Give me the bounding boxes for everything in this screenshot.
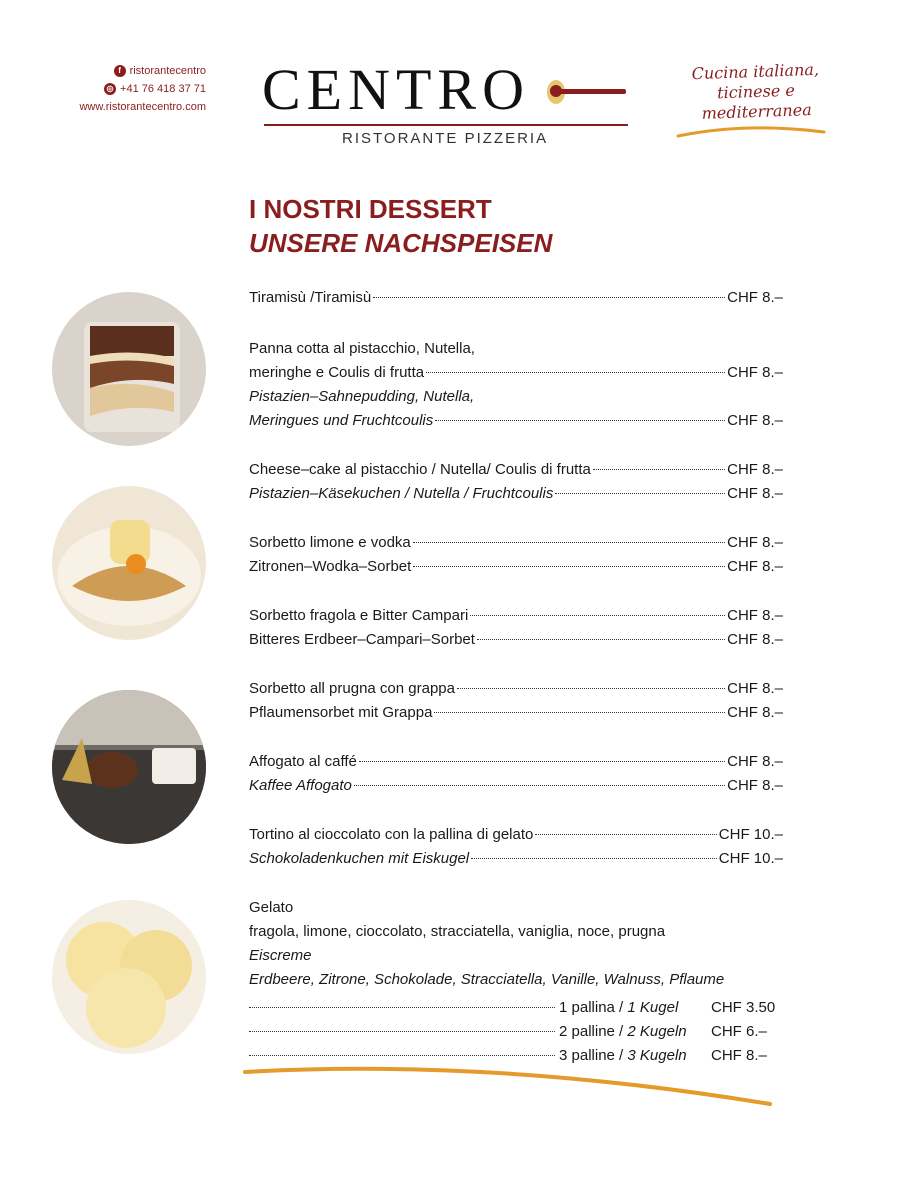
leader-dots	[413, 542, 725, 543]
tagline-line-3: mediterranea	[701, 100, 812, 123]
menu-item	[249, 531, 783, 555]
menu-item	[249, 750, 783, 774]
item-price-de: CHF 8.–	[727, 485, 783, 502]
item-price-de: CHF 8.–	[727, 777, 783, 794]
item-name-line1: Panna cotta al pistacchio, Nutella,	[249, 340, 475, 357]
item-name: Sorbetto all prugna con grappa	[249, 680, 455, 697]
item-name: Tiramisù /Tiramisù	[249, 289, 372, 306]
tagline-line-2: ticinese e	[716, 80, 796, 103]
leader-dots	[435, 420, 725, 421]
gelato-size: 1 pallina / 1 Kugel	[559, 999, 679, 1016]
item-price: CHF 10.–	[718, 826, 783, 843]
panna-cotta-photo	[52, 486, 206, 640]
item-name: Cheese–cake al pistacchio / Nutella/ Coulis di frutta	[249, 461, 591, 478]
leader-dots	[593, 469, 725, 470]
chocolate-cake-photo	[52, 690, 206, 844]
leader-dots	[413, 566, 725, 567]
menu-item	[249, 286, 783, 310]
item-name-de: Zitronen–Wodka–Sorbet	[249, 558, 412, 575]
item-name-de: Bitteres Erdbeer–Campari–Sorbet	[249, 631, 475, 648]
item-name: Affogato al caffé	[249, 753, 357, 770]
item-name-de: Meringues und Fruchtcoulis	[249, 412, 434, 429]
leader-dots	[249, 1055, 555, 1056]
logo-underline	[264, 124, 628, 126]
gelato-title-de: Eiscreme	[249, 947, 312, 964]
instagram-icon: ◎	[104, 83, 116, 95]
fork-icon	[542, 80, 632, 120]
tiramisu-photo	[52, 292, 206, 446]
menu-item	[249, 361, 783, 385]
item-name: Sorbetto fragola e Bitter Campari	[249, 607, 469, 624]
leader-dots	[555, 493, 725, 494]
item-price: CHF 8.–	[727, 607, 783, 624]
item-name-de: Pistazien–Käsekuchen / Nutella / Fruchtcoulis	[249, 485, 554, 502]
leader-dots	[249, 1007, 555, 1008]
item-name-de-line1: Pistazien–Sahnepudding, Nutella,	[249, 388, 475, 405]
gelato-price: CHF 3.50	[711, 999, 776, 1016]
menu-item-de	[249, 555, 783, 579]
gelato-size: 3 palline / 3 Kugeln	[559, 1047, 687, 1064]
logo-wordmark: CENTRO	[262, 57, 530, 122]
menu-item	[249, 458, 783, 482]
item-name-de: Kaffee Affogato	[249, 777, 352, 794]
facebook-handle[interactable]: ristorantecentro	[129, 65, 206, 77]
item-name-de: Pflaumensorbet mit Grappa	[249, 704, 433, 721]
leader-dots	[470, 615, 725, 616]
gelato-photo	[52, 900, 206, 1054]
logo-subtitle: RISTORANTE PIZZERIA	[342, 130, 549, 147]
dessert-heading-de: UNSERE NACHSPEISEN	[249, 228, 553, 258]
menu-item-de	[249, 774, 783, 798]
facebook-row[interactable]	[44, 62, 206, 80]
gelato-size: 2 palline / 2 Kugeln	[559, 1023, 687, 1040]
leader-dots	[249, 1031, 555, 1032]
leader-dots	[477, 639, 725, 640]
item-name: Tortino al cioccolato con la pallina di gelato	[249, 826, 534, 843]
gelato-title: Gelato	[249, 899, 294, 916]
item-price: CHF 8.–	[727, 461, 783, 478]
menu-item-de	[249, 701, 783, 725]
website-link[interactable]: www.ristorantecentro.com	[79, 101, 206, 113]
item-price: CHF 8.–	[727, 364, 783, 381]
menu-item-de	[249, 847, 783, 871]
leader-dots	[359, 761, 725, 762]
leader-dots	[354, 785, 725, 786]
tagline	[675, 59, 837, 125]
phone-number[interactable]: +41 76 418 37 71	[120, 83, 206, 95]
gelato-flavors-de: Erdbeere, Zitrone, Schokolade, Stracciatella, Vanille, Walnuss, Pflaume	[249, 971, 725, 988]
menu-item	[249, 677, 783, 701]
phone-row[interactable]	[44, 80, 206, 98]
menu-item-de	[249, 482, 783, 506]
website-row[interactable]	[44, 98, 206, 116]
dessert-menu	[249, 286, 783, 1068]
leader-dots	[457, 688, 725, 689]
contact-block	[44, 62, 206, 116]
leader-dots	[426, 372, 725, 373]
dessert-heading-it: I NOSTRI DESSERT	[249, 194, 492, 224]
menu-item	[249, 823, 783, 847]
facebook-icon: f	[114, 65, 126, 77]
gelato-size-row	[249, 996, 783, 1020]
item-name: meringhe e Coulis di frutta	[249, 364, 425, 381]
item-price: CHF 8.–	[727, 753, 783, 770]
leader-dots	[434, 712, 725, 713]
gelato-size-row	[249, 1020, 783, 1044]
item-price-de: CHF 8.–	[727, 704, 783, 721]
item-price-de: CHF 10.–	[718, 850, 783, 867]
tagline-swoosh	[676, 120, 826, 140]
item-price-de: CHF 8.–	[727, 558, 783, 575]
menu-item	[249, 604, 783, 628]
decorative-swoosh	[240, 1060, 780, 1110]
leader-dots	[471, 858, 717, 859]
item-name: Sorbetto limone e vodka	[249, 534, 411, 551]
item-price-de: CHF 8.–	[727, 412, 783, 429]
item-price-de: CHF 8.–	[727, 631, 783, 648]
leader-dots	[373, 297, 725, 298]
gelato-price: CHF 8.–	[711, 1047, 767, 1064]
menu-item-de	[249, 628, 783, 652]
restaurant-logo	[262, 58, 632, 153]
item-price: CHF 8.–	[727, 534, 783, 551]
tagline-line-1: Cucina italiana,	[691, 59, 820, 84]
gelato-flavors-it: fragola, limone, cioccolato, stracciatella, vaniglia, noce, prugna	[249, 923, 666, 940]
item-price: CHF 8.–	[727, 289, 783, 306]
menu-item-de	[249, 409, 783, 433]
item-name-de: Schokoladenkuchen mit Eiskugel	[249, 850, 470, 867]
gelato-price: CHF 6.–	[711, 1023, 767, 1040]
leader-dots	[535, 834, 716, 835]
item-price: CHF 8.–	[727, 680, 783, 697]
